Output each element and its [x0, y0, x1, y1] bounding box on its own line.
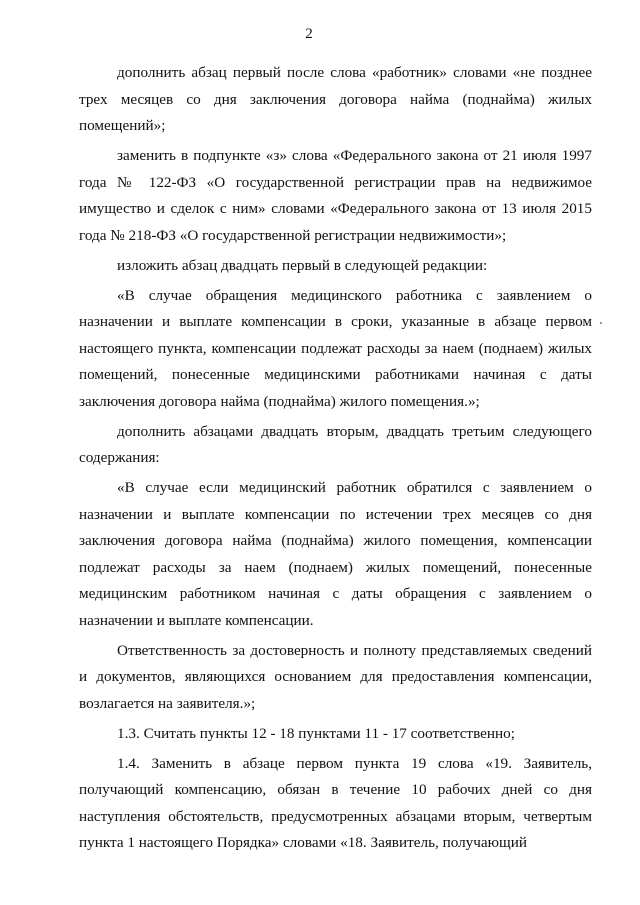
- paragraph-add-abzacs-intro: дополнить абзацами двадцать вторым, двадцать третьим следующего содержания:: [79, 422, 592, 466]
- document-body: [79, 60, 592, 860]
- page-number: 2: [305, 26, 313, 42]
- paragraph-replace-subpoint-z: заменить в подпункте «з» слова «Федерального закона от 21 июля 1997 года № 122-ФЗ «О государственной регистрации прав на недвижимое имущество и сделок с ним» словами «Федерального закона от 13 июля 2015 года № 218-ФЗ «О государственной регистрации недвижимости»;: [79, 147, 592, 244]
- paragraph-quoted-abzac-21: «В случае обращения медицинского работника с заявлением о назначении и выплате компенсации в сроки, указанные в абзаце первом настоящего пункта, компенсации подлежат расходы за наем (поднаем) жилых помещений, понесенные медицинскими работниками начиная с даты заключения договора найма (поднайма) жилого помещения.»;: [79, 286, 592, 410]
- paragraph-quoted-abzac-23: Ответственность за достоверность и полноту представляемых сведений и документов, являющихся основанием для предоставления компенсации, возлагается на заявителя.»;: [79, 641, 592, 712]
- paragraph-item-1-3: 1.3. Считать пункты 12 - 18 пунктами 11 - 17 соответственно;: [117, 724, 515, 742]
- paragraph-quoted-abzac-22: «В случае если медицинский работник обратился с заявлением о назначении и выплате компенсации по истечении трех месяцев со дня заключения договора найма (поднайма) жилого помещения, компенсации подлежат расходы за наем (поднаем) жилых помещений, понесенные медицинским работником начиная с даты обращения с заявлением о назначении и выплате компенсации.: [79, 479, 592, 629]
- paragraph-amend-first-abzac: дополнить абзац первый после слова «работник» словами «не позднее трех месяцев со дня заключения договора найма (поднайма) жилых помещений»;: [79, 64, 592, 134]
- paragraph-item-1-4: 1.4. Заменить в абзаце первом пункта 19 слова «19. Заявитель, получающий компенсацию, обязан в течение 10 рабочих дней со дня наступления обстоятельств, предусмотренных абзацами вторым, четвертым пункта 1 настоящего Порядка» словами «18. Заявитель, получающий: [79, 754, 592, 851]
- paragraph-restate-abzac-21-intro: изложить абзац двадцать первый в следующей редакции:: [117, 256, 488, 274]
- scan-speck: [600, 322, 602, 324]
